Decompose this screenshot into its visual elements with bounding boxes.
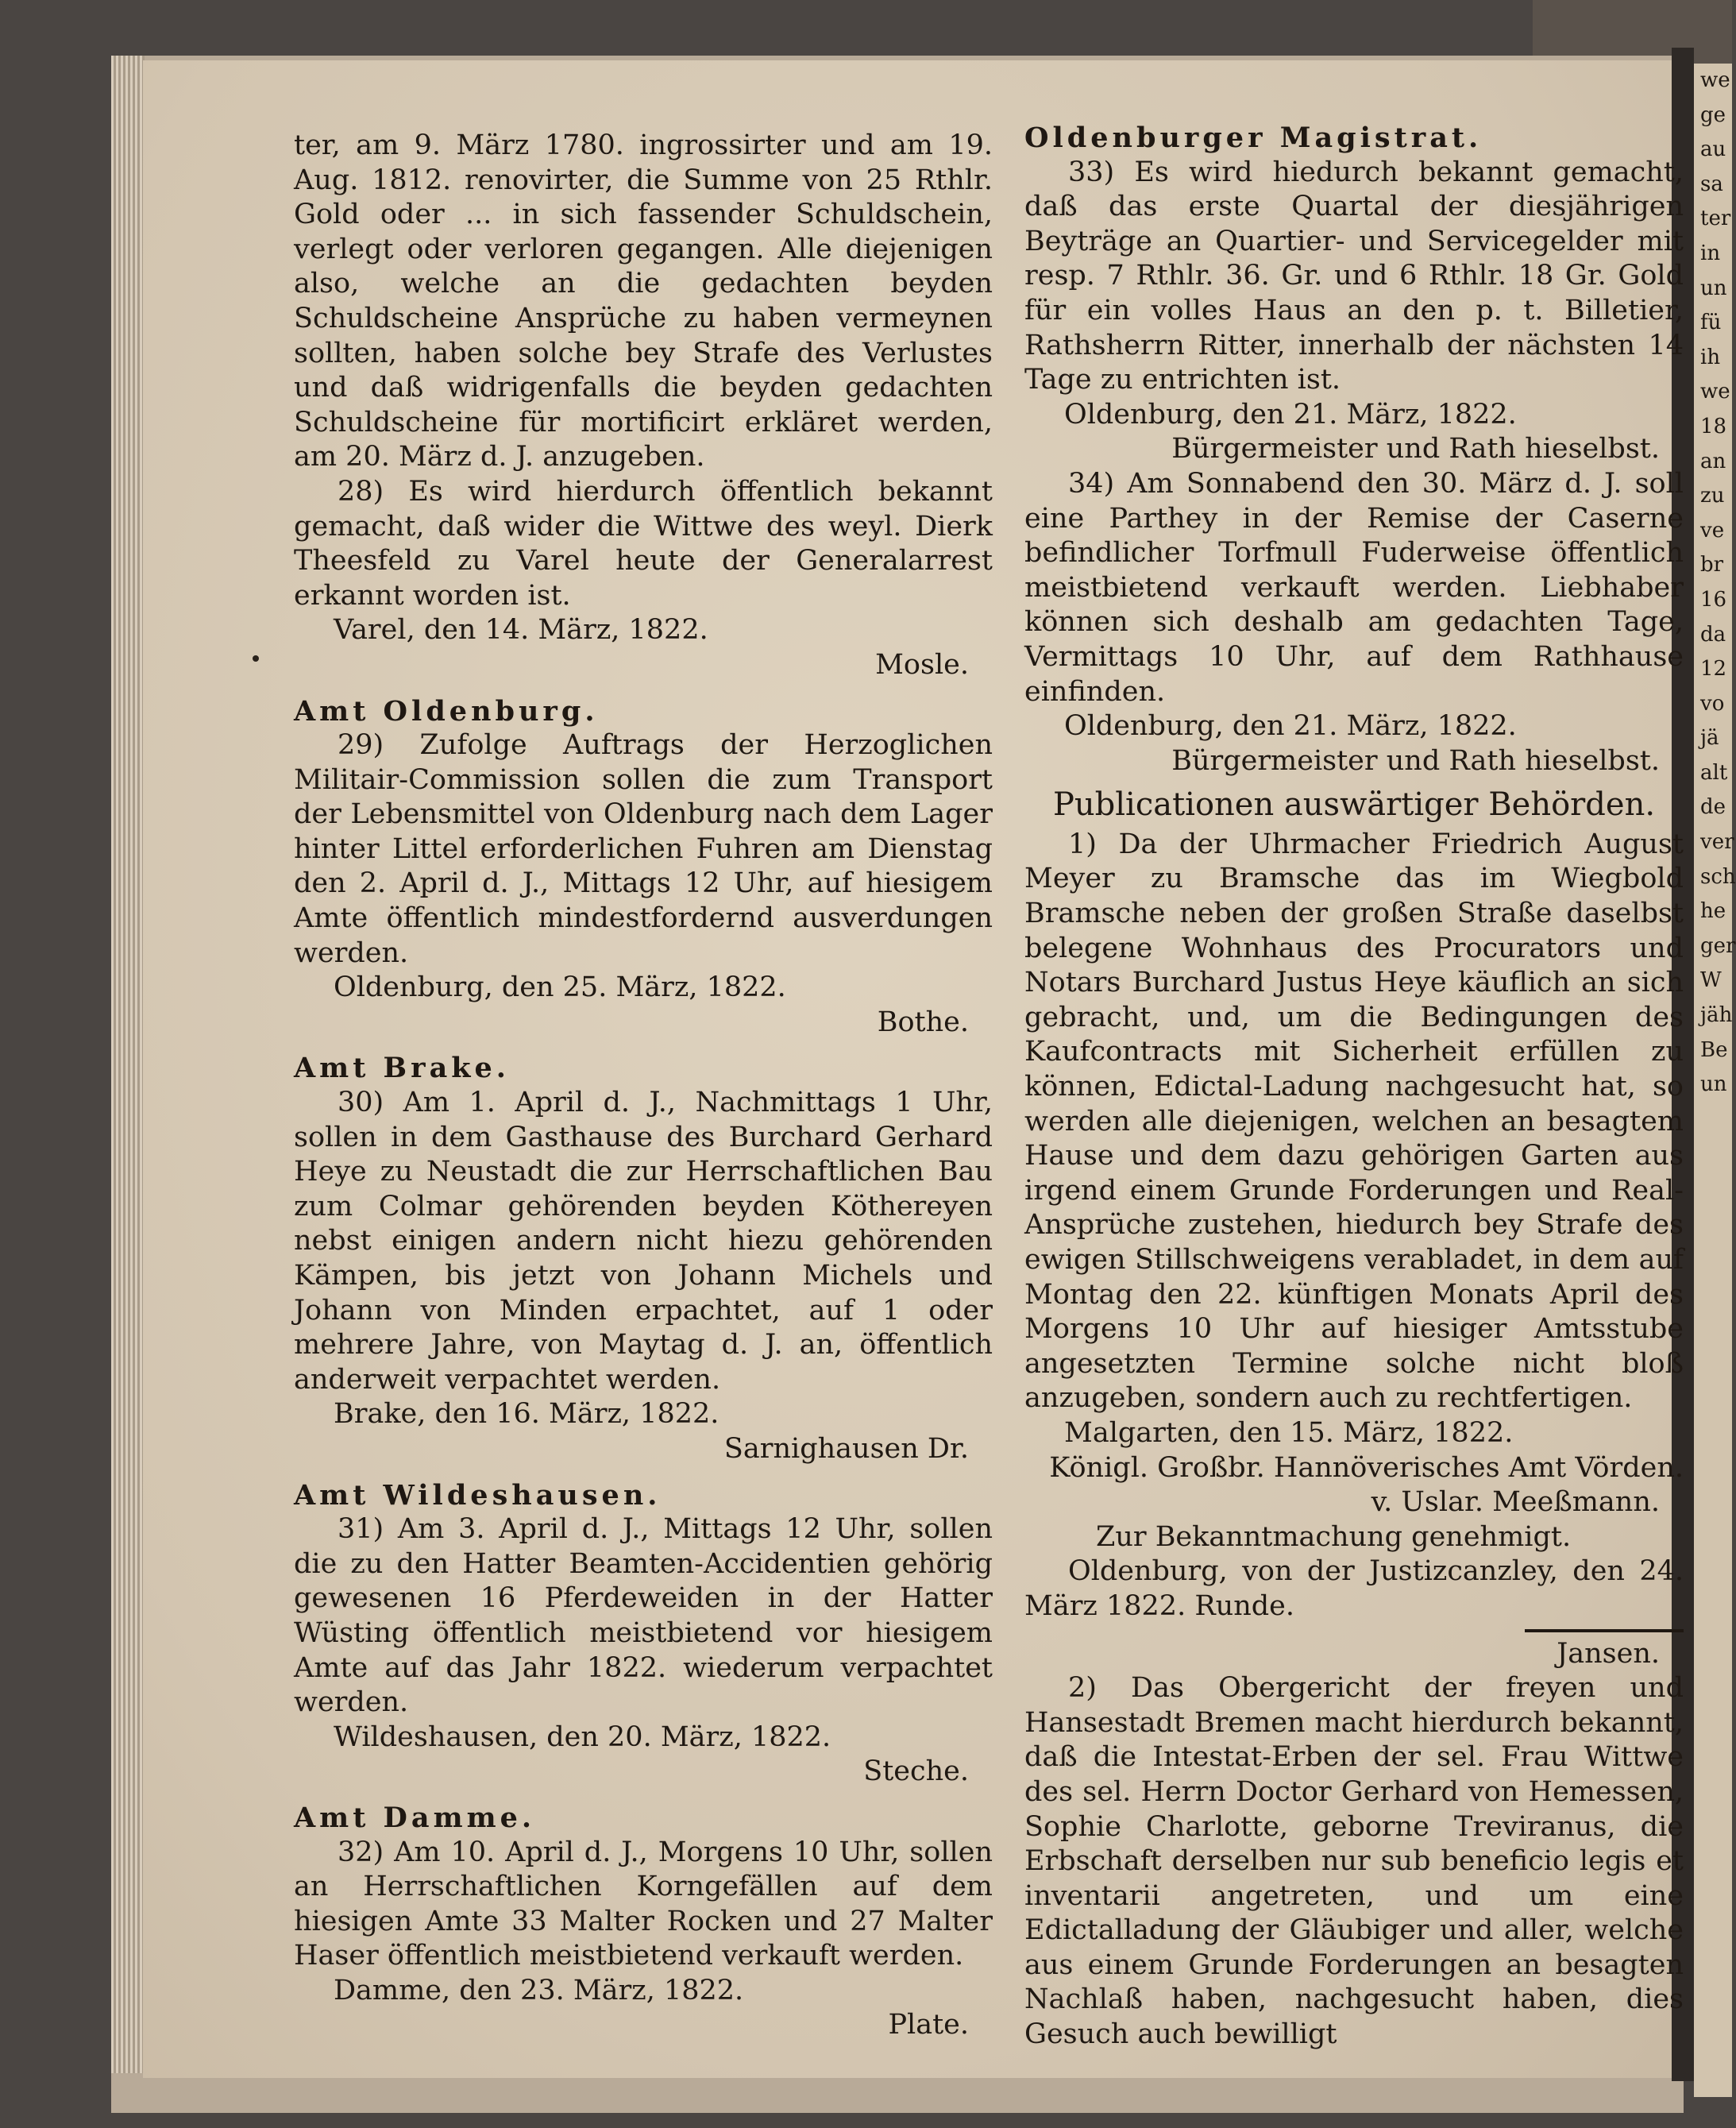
next-page-word: au	[1700, 137, 1726, 162]
notice-34: 34) Am Sonnabend den 30. März d. J. soll eine Parthey in der Remise der Caserne befindlicher Torfmull Fuderweise öffentlich meistbietend verkauft werden. Liebhaber können sich deshalb am gedachten Tage, Vermittags 10 Uhr, auf dem Rathhause einfinden.	[1024, 467, 1684, 708]
publication-2: 2) Das Obergericht der freyen und Hansestadt Bremen macht hierdurch bekannt, daß die Intestat-Erben der sel. Frau Wittwe des sel. Herrn Doctor Gerhard von Hemessen, Sophie Charlotte, geborne Treviranus, die Erbschaft derselben nur sub beneficio legis et inventarii angetreten, und um eine Edictalladung der Gläubiger und aller, welche aus einem Grunde Forderungen an besagten Nachlaß haben, nachgesucht haben, dies Gesuch auch bewilligt	[1024, 1672, 1684, 2051]
notice-30: 30) Am 1. April d. J., Nachmittags 1 Uhr, sollen in dem Gasthause des Burchard Gerhard Heye zu Neustadt die zur Herrschaftlichen Bau zum Colmar gehörenden beyden Köthereyen nebst einigen andern nicht hiezu gehörenden Kämpen, bis jetzt von Johann Michels und Johann von Minden erpachtet, auf 1 oder mehrere Jahre, von Maytag d. J. an, öffentlich anderweit verpachtet werden.	[294, 1087, 993, 1396]
next-page-word: W	[1700, 968, 1722, 993]
background-dark-top	[1533, 0, 1732, 64]
next-page-word: alt	[1700, 760, 1728, 785]
notice-28-signature: Mosle.	[875, 648, 969, 681]
notice-27-continued: ter, am 9. März 1780. ingrossirter und am 19. Aug. 1812. renovirter, die Summe von 25 Rthlr. Gold oder ... in sich fassender Schuldschein, verlegt oder verloren gegangen. Alle diejenigen also, welche an die gedachten beyden Schuldscheine Ansprüche zu haben vermeynen sollten, haben solche bey Strafe des Verlustes und daß widrigenfalls die beyden gedachten Schuldscheine für mortificirt erkläret werden, am 20. März d. J. anzugeben.	[294, 129, 993, 473]
publication-1-date: Malgarten, den 15. März, 1822.	[1064, 1416, 1514, 1449]
next-page-word: ver	[1700, 830, 1734, 855]
next-page-word: vo	[1700, 691, 1725, 716]
next-page-word: br	[1700, 553, 1724, 577]
notice-32: 32) Am 10. April d. J., Morgens 10 Uhr, sollen an Herrschaftlichen Korngefällen auf dem hiesigen Amte 33 Malter Rocken und 27 Malter Haser öffentlich meistbietend verkauft werden.	[294, 1836, 993, 1972]
next-page-word: un	[1700, 1072, 1727, 1097]
notice-33-date: Oldenburg, den 21. März, 1822.	[1064, 398, 1517, 431]
next-page-word: da	[1700, 622, 1726, 647]
next-page-word: he	[1700, 899, 1726, 924]
publication-1-signatories: v. Uslar. Meeßmann.	[1371, 1486, 1660, 1519]
next-page-word: an	[1700, 449, 1726, 473]
next-page-word: de	[1700, 795, 1726, 820]
notice-31-date: Wildeshausen, den 20. März, 1822.	[334, 1721, 831, 1753]
next-page-word: 18	[1700, 414, 1727, 438]
next-page-word: ger	[1700, 933, 1736, 958]
publication-1: 1) Da der Uhrmacher Friedrich August Meyer zu Bramsche das im Wiegbold Bramsche neben der großen Straße daselbst belegene Wohnhaus des Procurators und Notars Burchard Justus Heye käuflich an sich gebracht, und, um die Bedingungen des Kaufcontracts mit Sicherheit erfüllen zu können, Edictal-Ladung nachgesucht hat, so werden alle diejenigen, welchen an besagtem Hause und dem dazu gehörigen Garten aus irgend einem Grunde Forderungen und Real-Ansprüche zustehen, hiedurch bey Strafe des ewigen Stillschweigens verabladet, in dem auf Montag den 22. künftigen Monats April des Morgens 10 Uhr auf hiesiger Amtsstube angesetzten Termine solche nicht bloß anzugeben, sondern auch zu rechtfertigen.	[1024, 828, 1684, 1415]
next-page-word: fü	[1700, 311, 1722, 335]
next-page-word: zu	[1700, 484, 1725, 508]
next-page-word: un	[1700, 276, 1727, 300]
publication-1-clerk: Jansen.	[1557, 1637, 1660, 1670]
notice-33-signature: Bürgermeister und Rath hieselbst.	[1171, 433, 1660, 465]
notice-30-signature: Sarnighausen Dr.	[723, 1432, 969, 1465]
notice-34-signature: Bürgermeister und Rath hieselbst.	[1171, 744, 1660, 777]
next-page-word: sa	[1700, 172, 1723, 196]
publication-1-approval: Zur Bekanntmachung genehmigt.	[1096, 1520, 1572, 1553]
notice-34-date: Oldenburg, den 21. März, 1822.	[1064, 710, 1517, 743]
next-page-word: jä	[1700, 726, 1719, 751]
notice-31-signature: Steche.	[863, 1755, 969, 1788]
notice-32-signature: Plate.	[888, 2009, 969, 2041]
publication-1-authority: Königl. Großbr. Hannöverisches Amt Vörden.	[1049, 1451, 1684, 1484]
next-page-word: 16	[1700, 587, 1727, 612]
next-page-word: ih	[1700, 345, 1721, 369]
heading-amt-oldenburg: Amt Oldenburg.	[294, 694, 599, 728]
separator-rule	[1525, 1629, 1684, 1632]
left-column	[294, 129, 993, 2043]
next-page-word: 12	[1700, 657, 1727, 682]
notice-29: 29) Zufolge Auftrags der Herzoglichen Militair-Commission sollen die zum Transport der Lebensmittel von Oldenburg nach dem Lager hinter Littel erforderlichen Fuhren am Dienstag den 2. April d. J., Mittags 12 Uhr, auf hiesigem Amte öffentlich mindestfordernd ausverdungen werden.	[294, 729, 993, 969]
next-page-word: ge	[1700, 102, 1726, 127]
notice-28-date: Varel, den 14. März, 1822.	[334, 614, 708, 647]
next-page-word: in	[1700, 241, 1721, 265]
next-page-fragment	[1694, 64, 1736, 2097]
notice-29-date: Oldenburg, den 25. März, 1822.	[334, 971, 786, 1004]
next-page-word: ter	[1700, 207, 1731, 231]
next-page-word: we	[1700, 380, 1730, 404]
next-page-word: sch	[1700, 864, 1736, 889]
ink-dot	[253, 655, 259, 662]
heading-publicationen: Publicationen auswärtiger Behörden.	[1052, 786, 1656, 824]
notice-32-date: Damme, den 23. März, 1822.	[334, 1974, 744, 2006]
publication-1-court: Oldenburg, von der Justizcanzley, den 24. März 1822. Runde.	[1024, 1555, 1684, 1622]
notice-30-date: Brake, den 16. März, 1822.	[334, 1398, 719, 1431]
right-column	[1024, 121, 1684, 2053]
notice-33: 33) Es wird hiedurch bekannt gemacht, daß das erste Quartal der diesjährigen Beyträge an Quartier- und Servicegelder mit resp. 7 Rthlr. 36. Gr. und 6 Rthlr. 18 Gr. Gold für ein volles Haus an den p. t. Billetier, Rathsherrn Ritter, innerhalb der nächsten 14 Tage zu entrichten ist.	[1024, 156, 1684, 396]
next-page-word: ve	[1700, 518, 1725, 543]
next-page-word: we	[1700, 68, 1730, 92]
heading-amt-wildeshausen: Amt Wildeshausen.	[294, 1478, 662, 1512]
notice-28: 28) Es wird hierdurch öffentlich bekannt gemacht, daß wider die Wittwe des weyl. Dierk Theesfeld zu Varel heute der Generalarrest erkannt worden ist.	[294, 475, 993, 612]
heading-amt-damme: Amt Damme.	[294, 1801, 536, 1834]
next-page-word: jäh	[1700, 1003, 1733, 1028]
next-page-word: Be	[1700, 1037, 1728, 1062]
heading-amt-brake: Amt Brake.	[294, 1052, 510, 1085]
heading-oldenburger-magistrat: Oldenburger Magistrat.	[1024, 122, 1483, 154]
notice-31: 31) Am 3. April d. J., Mittags 12 Uhr, sollen die zu den Hatter Beamten-Accidentien gehörig gewesenen 16 Pferdeweiden in der Hatter Wüsting öffentlich meistbietend vor hiesigem Amte auf das Jahr 1822. wiederum verpachtet werden.	[294, 1513, 993, 1719]
notice-29-signature: Bothe.	[877, 1006, 969, 1038]
page-edges	[111, 56, 145, 2073]
